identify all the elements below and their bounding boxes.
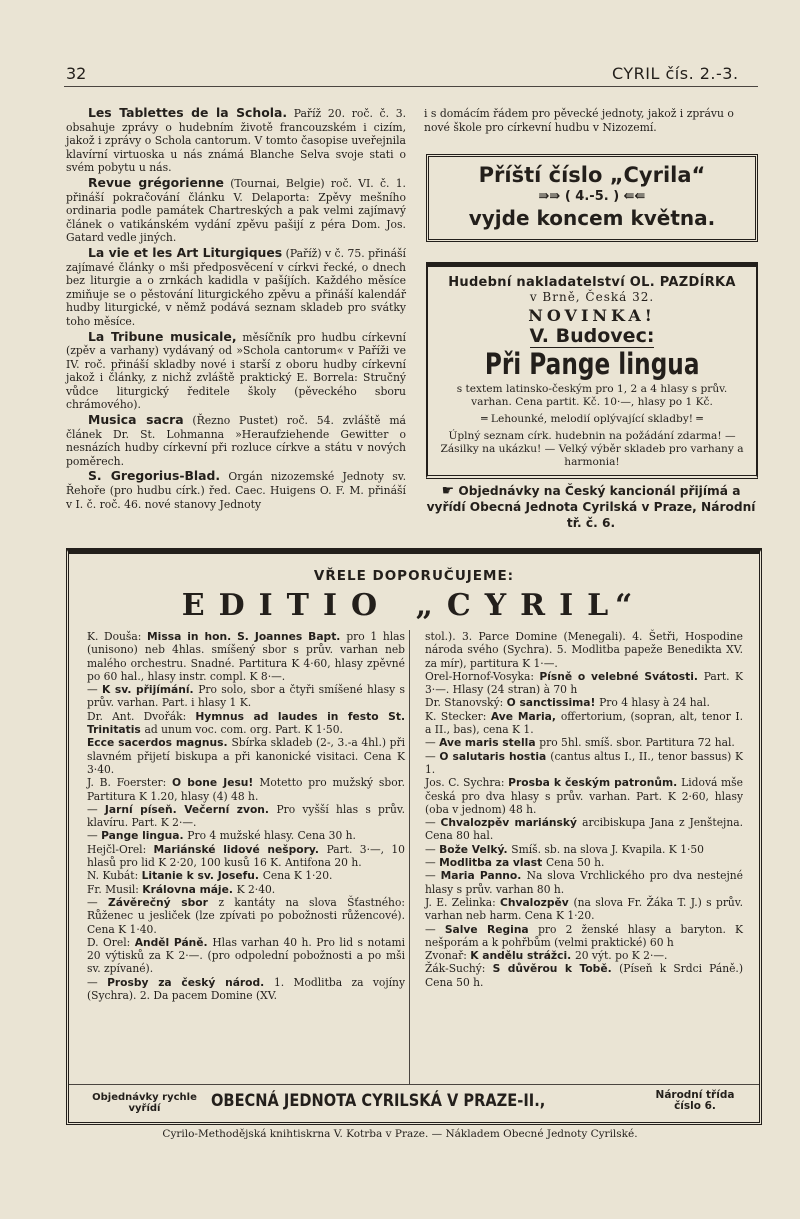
entry-work: Jarní píseň. Večerní zvon. bbox=[104, 802, 277, 816]
entry-work: Ave Maria, bbox=[490, 709, 561, 723]
entry-work: Ave maris stella bbox=[439, 736, 540, 750]
entry-work: Chvalozpěv bbox=[500, 895, 574, 909]
entry-author: Zvonař: bbox=[425, 949, 471, 963]
entry-author: D. Orel: bbox=[87, 935, 135, 949]
pointing-hand-icon: ☛ bbox=[441, 483, 455, 499]
entry-text: (Píseň k Srdci Páně.) Cena 50 h. bbox=[425, 962, 743, 989]
entry-text: (na slova Fr. Žáka T. J.) s prův. varhan neb harm. Cena K 1·20. bbox=[425, 895, 743, 923]
entry-work: Anděl Páně. bbox=[134, 935, 213, 949]
entry-author: — bbox=[425, 842, 440, 856]
orders-text: Objednávky na Český kancionál přijímá a vyřídí Obecná Jednota Cyrilská v Praze, Národní tř. č. 6. bbox=[426, 484, 756, 530]
entry-author: — bbox=[87, 683, 102, 697]
entry-text: K 2·40. bbox=[236, 882, 276, 896]
entry-author: — bbox=[425, 816, 441, 830]
catalogue-entry bbox=[425, 962, 743, 989]
entry-work: Prosba k českým patronům. bbox=[508, 776, 682, 790]
catalogue-entry bbox=[425, 776, 743, 816]
journal-running-head: CYRIL čís. 2.-3. bbox=[612, 64, 739, 83]
review-title: Musica sacra bbox=[88, 412, 184, 428]
entry-work: O bone Jesu! bbox=[172, 776, 260, 790]
catalogue-entry bbox=[425, 843, 743, 856]
entry-author: N. Kubát: bbox=[87, 869, 142, 883]
entry-work: Pange lingua. bbox=[101, 829, 188, 843]
recommend-heading: VŘELE DOPORUČUJEME: bbox=[313, 568, 515, 584]
next-issue-line2: ⇛⇛ ( 4.-5. ) ⇚⇚ bbox=[538, 189, 646, 204]
review-title: La Tribune musicale, bbox=[88, 328, 237, 344]
entry-text: Hlas varhan 40 h. Pro lid s notami 20 výtisků za K 2·—. (pro odpolední pobožnosti a po mši sv. zpívané). bbox=[87, 935, 405, 976]
review-item bbox=[66, 469, 406, 511]
review-text: Paříž 20. roč. č. 3. obsahuje zprávy o hudebním životě francouzském i cizím, jakož i zprávy o Schola cantorum. V tomto časopise uveřejnila klavírní virtuoska u nás známá Blanche Selva svoje stati o svém pobytu u nás. bbox=[66, 107, 407, 175]
entry-author: — bbox=[87, 895, 108, 909]
entry-author: — bbox=[425, 736, 440, 750]
novelty-label: NOVINKA! bbox=[528, 306, 656, 325]
catalogue-entry bbox=[87, 883, 405, 896]
entry-author: K. Stecker: bbox=[425, 709, 491, 723]
catalogue-entry bbox=[425, 696, 743, 709]
entry-work: Modlitba za vlast bbox=[439, 856, 546, 870]
review-text: měsíčník pro hudbu církevní (zpěv a varhany) vydávaný od »Schola cantorum« v Paříži ve IV. roč. přináší skladby nové i starší z oboru hudby církevní jakož i články, z nichž zvláště praktický E. Borrela: Stručný vůdce liturgický ředitele školy (pěveckého sboru chrámového). bbox=[66, 330, 406, 412]
entry-work: Litanie k sv. Josefu. bbox=[141, 869, 263, 883]
catalogue-entry bbox=[425, 869, 743, 896]
entry-author: — bbox=[425, 869, 441, 883]
catalogue-entry bbox=[87, 869, 405, 882]
next-issue-line1: Příští číslo „Cyrila“ bbox=[478, 163, 706, 187]
advert-slogan: ═ Lehounké, melodií oplývající skladby! ═ bbox=[481, 413, 703, 425]
entry-text: Pro vyšší hlas s prův. klavíru. Part. K 2·—. bbox=[87, 802, 405, 830]
catalogue-entry bbox=[425, 630, 743, 670]
review-item bbox=[66, 106, 406, 175]
publisher-advert bbox=[426, 262, 758, 479]
entry-work: Písně o velebné Svátosti. bbox=[539, 669, 704, 683]
entry-author: — bbox=[87, 802, 105, 816]
entry-author: Dr. Ant. Dvořák: bbox=[87, 709, 196, 723]
orders-notice bbox=[424, 483, 758, 531]
orders-quick: Objednávky rychle vyřídí bbox=[92, 1092, 197, 1114]
entry-text: (cantus altus I., II., tenor bassus) K 1. bbox=[425, 749, 743, 776]
entry-text: offertorium, (sopran, alt, tenor I. a II., bas), cena K 1. bbox=[425, 709, 743, 737]
editio-right-column bbox=[425, 630, 743, 989]
review-item bbox=[66, 176, 406, 245]
catalogue-entry bbox=[425, 816, 743, 843]
review-title: Les Tablettes de la Schola. bbox=[88, 105, 288, 120]
entry-author: J. B. Foerster: bbox=[87, 776, 173, 790]
catalogue-entry bbox=[425, 750, 743, 777]
entry-author: Jos. C. Sychra: bbox=[425, 776, 509, 790]
society-address: Národní třída číslo 6. bbox=[655, 1089, 735, 1112]
header-rule bbox=[64, 86, 758, 87]
publisher-address: v Brně, Česká 32. bbox=[529, 290, 655, 304]
catalogue-entry bbox=[87, 736, 405, 776]
column-divider bbox=[409, 630, 410, 1084]
catalogue-entry bbox=[87, 896, 405, 936]
review-item bbox=[66, 330, 406, 413]
advert-offer: Úplný seznam círk. hudebnin na požádání zdarma! — Zásilky na ukázku! — Velký výběr skladeb pro varhany a harmonia! bbox=[440, 430, 744, 468]
catalogue-entry bbox=[87, 803, 405, 830]
entry-work: S důvěrou k Tobě. bbox=[492, 962, 620, 976]
entry-work: Mariánské lidové nešpory. bbox=[153, 842, 327, 856]
entry-work: K sv. přijímání. bbox=[101, 683, 199, 697]
editio-cyril-box bbox=[66, 548, 762, 1125]
entry-text: stol.). 3. Parce Domine (Menegali). 4. Šetři, Hospodine národa svého (Sychra). 5. Modlitba papeže Benedikta XV. za mír), partitura K 1·—. bbox=[425, 630, 743, 670]
continued-text: i s domácím řádem pro pěvecké jednoty, jakož i zprávu o nové škole pro církevní hudbu v Nizozemí. bbox=[424, 107, 734, 134]
entry-author: — bbox=[87, 975, 108, 989]
entry-text: pro 5hl. smíš. sbor. Partitura 72 hal. bbox=[539, 736, 735, 750]
catalogue-entry bbox=[87, 936, 405, 976]
entry-text: Pro 4 mužské hlasy. Cena 30 h. bbox=[187, 829, 356, 843]
entry-work: Hymnus ad laudes in festo St. Trinitatis bbox=[87, 709, 405, 737]
page-number: 32 bbox=[66, 64, 87, 83]
catalogue-entry bbox=[425, 896, 743, 923]
entry-work: Královna máje. bbox=[142, 882, 237, 896]
entry-work: Missa in hon. S. Joannes Bapt. bbox=[147, 630, 347, 643]
entry-author: Fr. Musil: bbox=[87, 882, 143, 896]
entry-text: pro 1 hlas (unisono) neb 4hlas. smíšený sbor s prův. varhan neb malého orchestru. Snadné. Partitura K 4·60, hlasy zpěvné po 60 hal., hlasy instr. compl. K 8·—. bbox=[87, 630, 405, 683]
entry-work: Bože Velký. bbox=[439, 842, 512, 856]
next-issue-box bbox=[426, 154, 758, 242]
review-text: (Tournai, Belgie) roč. VI. č. 1. přináší pokračování článku V. Delaporta: Zpěvy mešního ordinaria podle památek Chartreských a pak velmi zajímavý článek o vatikánském vydání zpěvu pašijí z péra Dom. Jos. Gatard vedle jiných. bbox=[66, 176, 406, 245]
advert-description: s textem latinsko-českým pro 1, 2 a 4 hlasy s prův. varhan. Cena partit. Kč. 10·—, hlasy po 1 Kč. bbox=[456, 383, 728, 408]
advert-title bbox=[428, 325, 756, 381]
entry-text: Part. K 3·—. Hlasy (24 stran) à 70 h bbox=[425, 669, 743, 697]
entry-text: 20 výt. po K 2·—. bbox=[574, 949, 668, 963]
entry-author: — bbox=[425, 856, 440, 870]
entry-text: Smíš. sb. na slova J. Kvapila. K 1·50 bbox=[511, 842, 704, 856]
entry-author: Orel-Hornof-Vosyka: bbox=[425, 669, 540, 683]
review-text: (Paříž) v č. 75. přináší zajímavé články o mši předposvěcení v církvi řecké, o dnech bez liturgie a o zrnkách kadidla v pašíjích. Každého měsíce zmiňuje se o pěstování liturgického zpěvu a přináší kalendář hudby liturgické, v němž podává seznam skladeb pro svátky toho měsíce. bbox=[66, 246, 406, 328]
entry-author: K. Douša: bbox=[87, 630, 148, 643]
review-text: (Řezno Pustet) roč. 54. zvláště má článek Dr. St. Lohmanna »Heraufziehende Gewitter o nesnázích hudby církevní při rozluce církve a státu v nových poměrech. bbox=[66, 414, 406, 468]
entry-text: Pro solo, sbor a čtyři smíšené hlasy s prův. varhan. Part. i hlasy 1 K. bbox=[87, 683, 405, 710]
review-item bbox=[66, 246, 406, 329]
entry-work: O sanctissima! bbox=[506, 696, 600, 710]
entry-text: Cena 50 h. bbox=[545, 856, 605, 870]
work-title: Při Pange lingua bbox=[484, 347, 700, 381]
entry-text: Cena K 1·20. bbox=[262, 869, 333, 883]
entry-text: Na slova Vrchlického pro dva nestejné hlasy s prův. varhan 80 h. bbox=[425, 869, 743, 896]
catalogue-entry bbox=[425, 923, 743, 950]
reviews-column bbox=[66, 106, 406, 512]
review-title: Revue grégorienne bbox=[88, 174, 224, 190]
entry-work: Ecce sacerdos magnus. bbox=[87, 736, 232, 750]
society-name: OBECNÁ JEDNOTA CYRILSKÁ V PRAZE-II., bbox=[211, 1091, 546, 1111]
catalogue-entry bbox=[425, 856, 743, 869]
entry-text: Sbírka skladeb (2-, 3.-a 4hl.) při slavném přijetí biskupa a při kanonické visitaci. Cena K 3·40. bbox=[87, 736, 405, 776]
composer-name: V. Budovec: bbox=[529, 325, 655, 347]
review-item bbox=[66, 413, 406, 468]
review-title: S. Gregorius-Blad. bbox=[88, 468, 221, 484]
entry-work: K andělu strážci. bbox=[470, 949, 575, 963]
editio-title: EDITIO „CYRIL“ bbox=[181, 588, 647, 623]
catalogue-entry bbox=[87, 630, 405, 683]
catalogue-entry bbox=[87, 843, 405, 870]
review-text: Orgán nizozemské Jednoty sv. Řehoře (pro hudbu círk.) řed. Caec. Huigens O. F. M. přináší v I. č. roč. 46. nové stanovy Jednoty bbox=[66, 470, 406, 511]
catalogue-entry bbox=[425, 670, 743, 697]
entry-author: Hejčl-Orel: bbox=[87, 842, 154, 856]
entry-text: Lidová mše česká pro dva hlasy s prův. varhan. Part. K 2·60, hlasy (oba v jednom) 48 h. bbox=[425, 776, 743, 816]
entry-work: Maria Panno. bbox=[440, 869, 527, 883]
catalogue-entry bbox=[87, 976, 405, 1003]
entry-work: Závěrečný sbor bbox=[108, 895, 219, 909]
catalogue-entry bbox=[87, 776, 405, 803]
catalogue-entry bbox=[87, 710, 405, 737]
entry-text: arcibiskupa Jana z Jenštejna. Cena 80 hal. bbox=[425, 816, 744, 843]
entry-work: Prosby za český národ. bbox=[107, 975, 274, 989]
entry-work: Salve Regina bbox=[444, 922, 539, 936]
entry-author: — bbox=[425, 922, 445, 936]
next-issue-line3: vyjde koncem května. bbox=[468, 206, 716, 230]
publisher-name: Hudební nakladatelství OL. PAZDÍRKA bbox=[448, 275, 736, 290]
entry-work: O salutaris hostia bbox=[439, 749, 551, 763]
entry-text: Pro 4 hlasy à 24 hal. bbox=[599, 696, 710, 710]
entry-author: Žák-Suchý: bbox=[425, 962, 493, 976]
editio-footer bbox=[69, 1084, 759, 1117]
entry-author: Dr. Stanovský: bbox=[425, 696, 507, 710]
entry-text: Motetto pro mužský sbor. Partitura K 1.20, hlasy (4) 48 h. bbox=[87, 776, 405, 803]
entry-text: 1. Modlitba za vojíny (Sychra). 2. Da pacem Domine (XV. bbox=[87, 975, 405, 1003]
entry-author: — bbox=[425, 749, 440, 763]
catalogue-entry bbox=[425, 710, 743, 737]
entry-text: pro 2 ženské hlasy a baryton. K nešporám a k pohřbům (velmi praktické) 60 h bbox=[425, 922, 743, 949]
review-title: La vie et les Art Liturgiques bbox=[88, 244, 283, 260]
entry-work: Chvalozpěv mariánský bbox=[440, 816, 583, 830]
entry-text: Part. 3·—, 10 hlasů pro lid K 2·20, 100 kusů 16 K. Antifona 20 h. bbox=[87, 842, 405, 870]
catalogue-entry bbox=[425, 736, 743, 749]
catalogue-entry bbox=[87, 829, 405, 842]
catalogue-entry bbox=[87, 683, 405, 710]
catalogue-entry bbox=[425, 949, 743, 962]
entry-author: — bbox=[87, 829, 102, 843]
editio-left-column bbox=[87, 630, 405, 1002]
entry-text: z kantáty na slova Šťastného: Růženec u jesliček (lze zpívati po pobožnosti růžencové). Cena K 1·40. bbox=[87, 895, 405, 936]
entry-author: J. E. Zelinka: bbox=[425, 895, 501, 909]
entry-text: ad unum voc. com. org. Part. K 1·50. bbox=[144, 723, 343, 737]
printer-imprint: Cyrilo-Methodějská knihtiskrna V. Kotrba v Praze. — Nákladem Obecné Jednoty Cyrilské. bbox=[162, 1128, 638, 1140]
